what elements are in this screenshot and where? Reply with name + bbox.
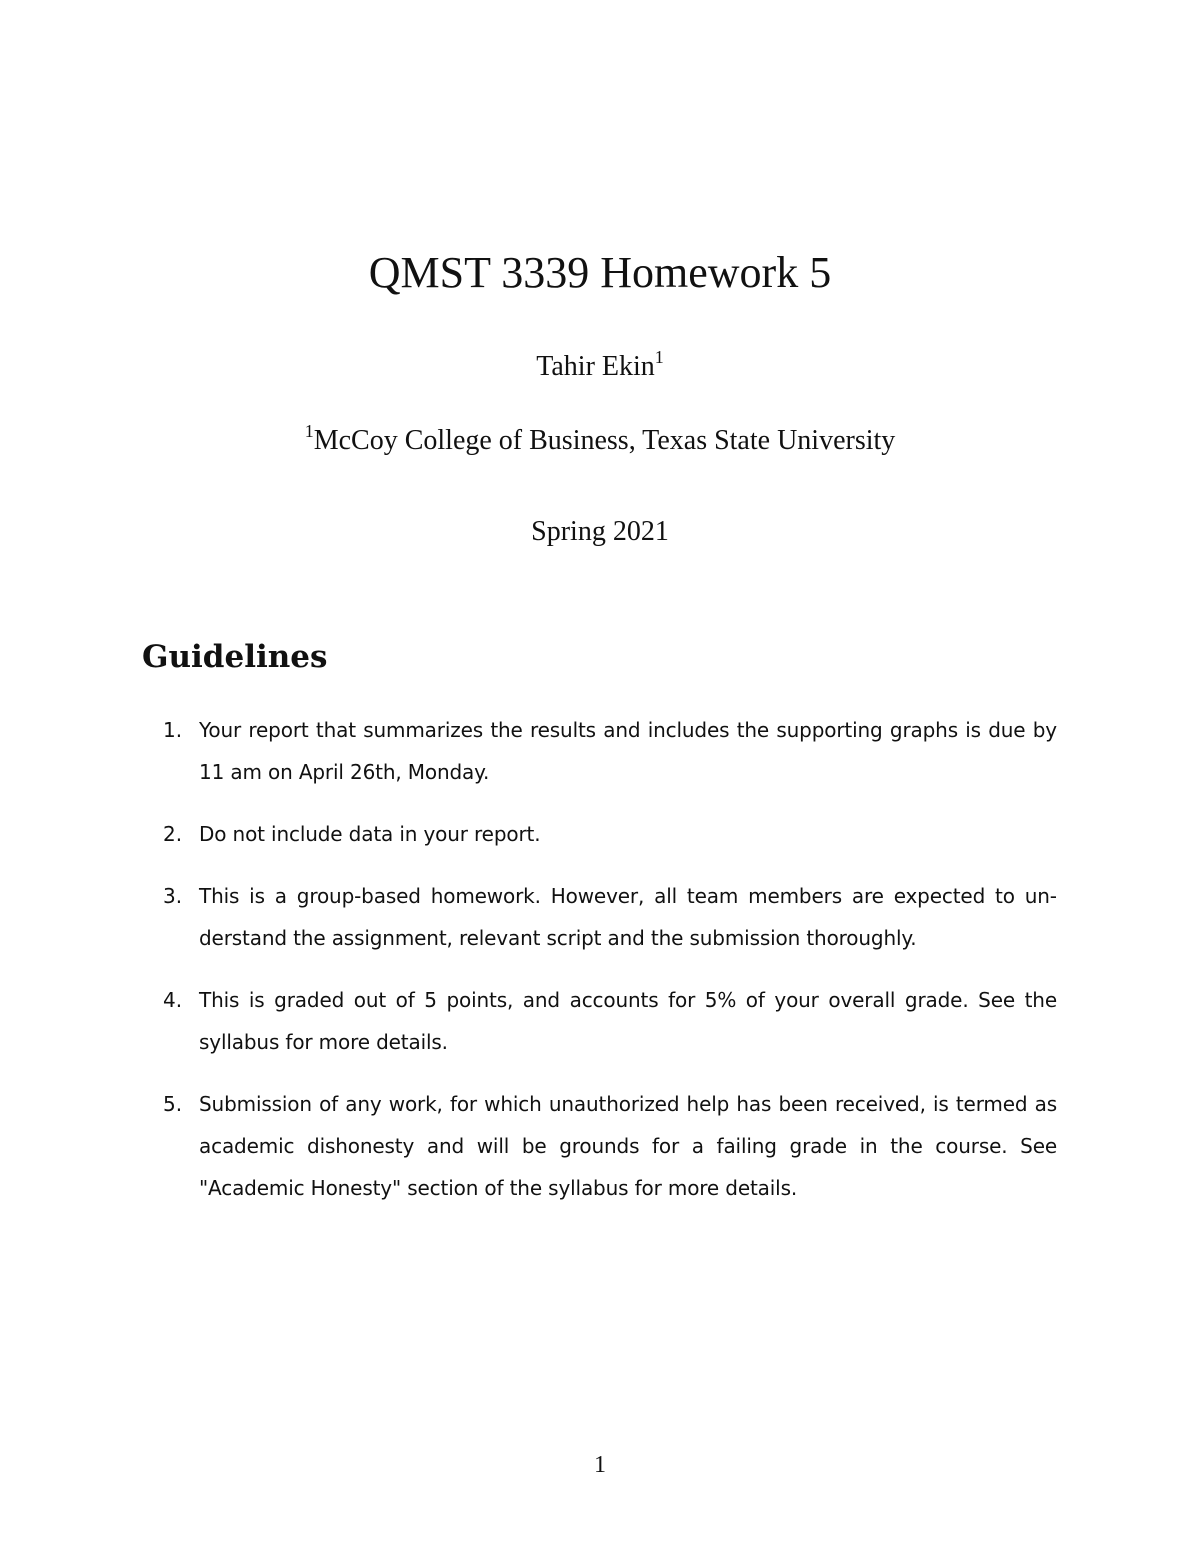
affiliation-text: McCoy College of Business, Texas State University [313,425,896,456]
guideline-text: This is graded out of 5 points, and accounts for 5% of your overall grade. See the syllabus for more details. [199,988,1057,1054]
guideline-text: Your report that summarizes the results and includes the supporting graphs is due by 11 am on April 26th, Monday. [199,718,1057,784]
guideline-text: Do not include data in your report. [199,822,541,846]
guideline-text: Submission of any work, for which unauthorized help has been received, is termed as academic dishonesty and will be grounds for a failing grade in the course. See "Academic Honesty" section of the syllabus for more details. [199,1092,1057,1200]
term-line: Spring 2021 [531,516,669,547]
affiliation-line [0,420,1200,458]
author-line [0,346,1200,384]
guideline-number: 4. [163,988,183,1012]
guideline-number: 3. [163,884,183,908]
guideline-text: This is a group-based homework. However, all team members are expected to understand the assignment, relevant script and the submission thoroughly. [199,884,1057,950]
guideline-number: 1. [163,718,183,742]
affiliation-marker: 1 [304,420,314,441]
document-title: QMST 3339 Homework 5 [368,248,832,297]
author-name: Tahir Ekin [536,351,655,382]
author-affiliation-marker: 1 [654,346,664,367]
guidelines-heading: Guidelines [142,639,328,675]
page-number: 1 [594,1452,606,1478]
guideline-number: 5. [163,1092,183,1116]
guideline-number: 2. [163,822,183,846]
